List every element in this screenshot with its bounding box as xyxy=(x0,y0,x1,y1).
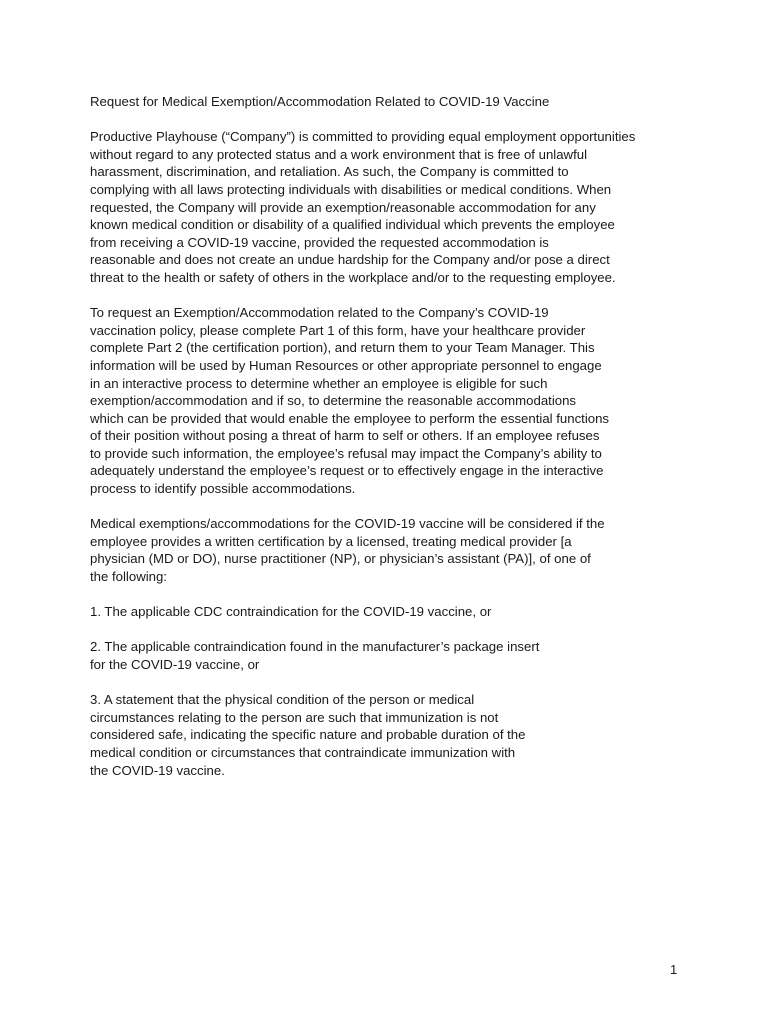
list-item-line: for the COVID-19 vaccine, or xyxy=(90,657,260,672)
paragraph-line: adequately understand the employee’s request or to effectively engage in the interactive xyxy=(90,463,604,479)
list-item-line: medical condition or circumstances that contraindicate immunization with xyxy=(90,744,516,760)
list-item-line: circumstances relating to the person are such that immunization is not xyxy=(90,709,499,725)
paragraph-line: employee provides a written certification by a licensed, treating medical provider [a xyxy=(90,533,572,549)
list-item-line: 3. A statement that the physical condition of the person or medical xyxy=(90,692,475,708)
paragraph-line: without regard to any protected status and a work environment that is free of unlawful xyxy=(90,146,588,162)
spacer xyxy=(90,111,680,129)
paragraph-line: physician (MD or DO), nurse practitioner (NP), or physician’s assistant (PA)], of one of xyxy=(90,551,591,567)
spacer xyxy=(90,621,680,639)
list-item-1 xyxy=(90,603,680,621)
paragraph-line: reasonable and does not create an undue hardship for the Company and/or pose a direct xyxy=(90,252,610,268)
paragraph-line: process to identify possible accommodations. xyxy=(90,481,356,497)
page-number: 1 xyxy=(670,962,678,977)
paragraph-line: which can be provided that would enable the employee to perform the essential functions xyxy=(90,410,610,426)
paragraph-line: known medical condition or disability of a qualified individual which prevents the employee xyxy=(90,217,615,233)
certification-paragraph xyxy=(90,515,680,585)
paragraph-line: vaccination policy, please complete Part 1 of this form, have your healthcare provider xyxy=(90,322,586,338)
spacer xyxy=(90,287,680,305)
paragraph-line: complete Part 2 (the certification portion), and return them to your Team Manager. This xyxy=(90,340,595,356)
paragraph-line: to provide such information, the employee’s refusal may impact the Company’s ability to xyxy=(90,445,602,461)
list-item-line: 2. The applicable contraindication found in the manufacturer’s package insert xyxy=(90,639,540,655)
paragraph-line: information will be used by Human Resources or other appropriate personnel to engage xyxy=(90,357,602,373)
document-title: Request for Medical Exemption/Accommodation Related to COVID-19 Vaccine xyxy=(90,94,550,109)
paragraph-line: harassment, discrimination, and retaliation. As such, the Company is committed to xyxy=(90,164,569,180)
paragraph-line: from receiving a COVID-19 vaccine, provided the requested accommodation is xyxy=(90,234,549,250)
paragraph-line: requested, the Company will provide an exemption/reasonable accommodation for any xyxy=(90,199,596,215)
paragraph-line: Productive Playhouse (“Company”) is committed to providing equal employment opportunities xyxy=(90,129,636,145)
spacer xyxy=(90,586,680,604)
list-item-line: the COVID-19 vaccine. xyxy=(90,762,225,778)
paragraph-line: the following: xyxy=(90,569,167,585)
paragraph-line: complying with all laws protecting individuals with disabilities or medical conditions. When xyxy=(90,181,612,197)
paragraph-line: of their position without posing a threat of harm to self or others. If an employee refuses xyxy=(90,428,600,444)
paragraph-line: Medical exemptions/accommodations for the COVID-19 vaccine will be considered if the xyxy=(90,516,605,532)
paragraph-line: in an interactive process to determine whether an employee is eligible for such xyxy=(90,375,548,391)
request-procedure-paragraph xyxy=(90,304,680,498)
list-item-line: 1. The applicable CDC contraindication for the COVID-19 vaccine, or xyxy=(90,604,492,620)
paragraph-line: threat to the health or safety of others in the workplace and/or to the requesting employee. xyxy=(90,269,616,285)
spacer xyxy=(90,498,680,516)
paragraph-line: exemption/accommodation and if so, to determine the reasonable accommodations xyxy=(90,393,577,409)
list-item-3 xyxy=(90,691,680,779)
list-item-2 xyxy=(90,638,680,673)
list-item-line: considered safe, indicating the specific nature and probable duration of the xyxy=(90,727,526,743)
spacer xyxy=(90,674,680,692)
paragraph-line: To request an Exemption/Accommodation related to the Company’s COVID-19 xyxy=(90,305,549,321)
intro-paragraph xyxy=(90,128,680,286)
document-body xyxy=(90,93,680,779)
